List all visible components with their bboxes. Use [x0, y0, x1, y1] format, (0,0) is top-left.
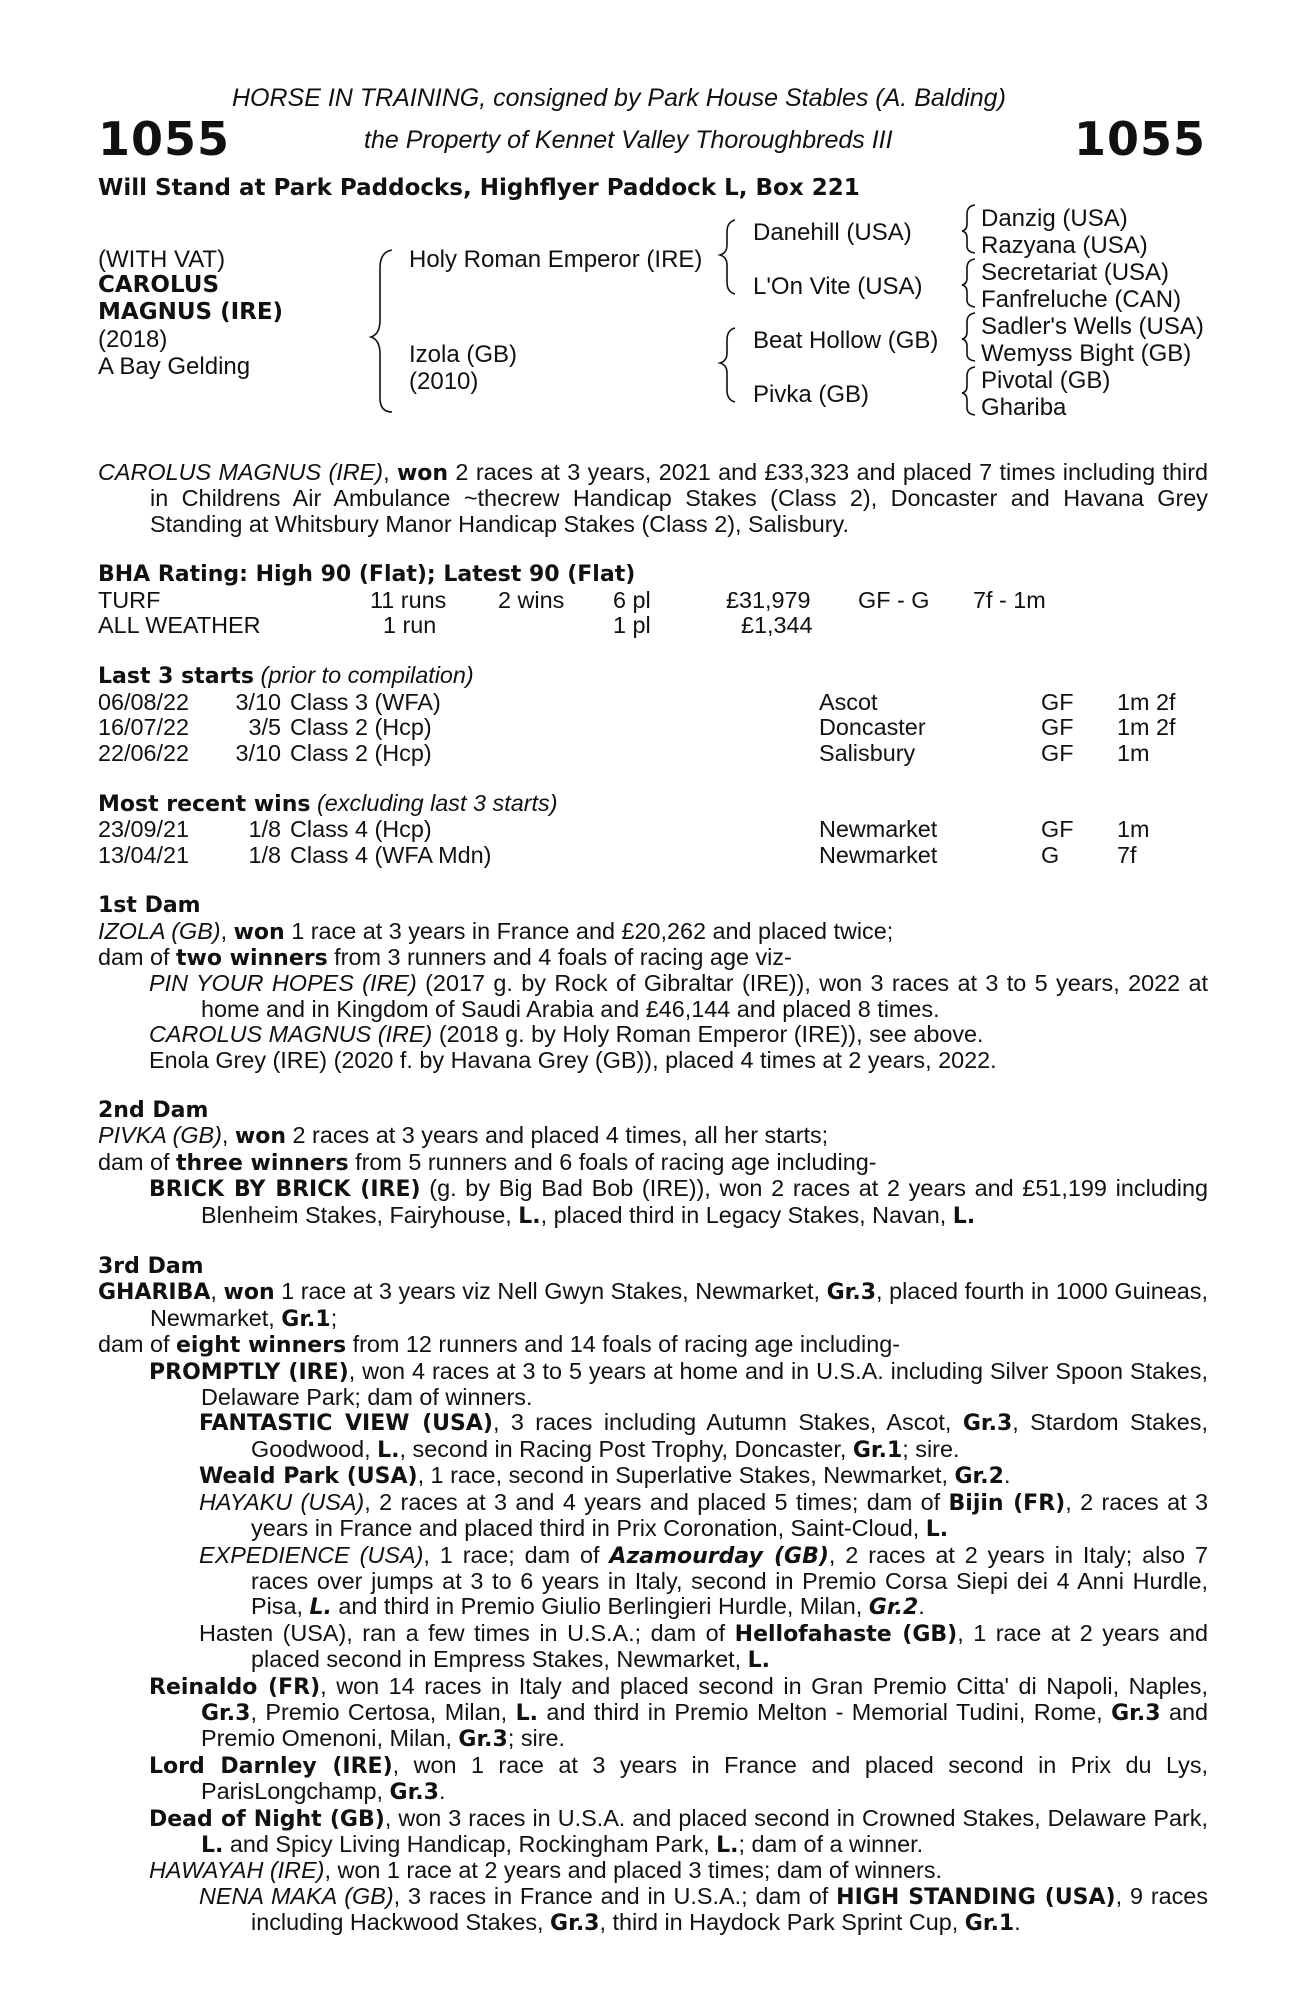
text-run: two winners	[176, 945, 328, 971]
summary-text: 2 races at 3 years, 2021 and £33,323 and placed 7 times including third in Childrens Air Ambulance ~thecrew Handicap Stakes (Class 2), Doncaster and Havana Grey Standing at Whitsbury Manor Handicap Stakes (Class 2), Salisbury.	[150, 459, 1208, 537]
text-run: ; dam of a winner.	[738, 1830, 924, 1857]
rating-row-turf	[98, 588, 1208, 613]
text-run: won	[223, 1280, 275, 1306]
win-row	[98, 843, 1208, 868]
text-run: and third in Premio Giulio Berlingieri Hurdle, Milan,	[331, 1593, 869, 1620]
text-run: L.	[309, 1595, 332, 1621]
start-race-class: Class 2 (Hcp)	[290, 714, 432, 741]
text-run: Enola Grey (IRE) (2020 f. by Havana Grey (GB)), placed 4 times at 2 years, 2022.	[149, 1046, 997, 1073]
text-run: 1 race at 3 years in France and £20,262 and placed twice;	[284, 917, 894, 944]
second-dam-heading: 2nd Dam	[98, 1098, 209, 1124]
text-run: L.	[952, 1203, 976, 1229]
text-run: Gr.3	[1111, 1700, 1161, 1726]
text-run: Gr.2	[868, 1595, 919, 1621]
text-run: , placed fourth in 1000 Guineas, Newmarket,	[150, 1278, 1208, 1331]
catalogue-body	[98, 460, 1208, 1937]
text-run: HAYAKU (USA)	[199, 1488, 365, 1515]
text-run: , third in Haydock Park Sprint Cup,	[599, 1909, 965, 1936]
produce-entry	[98, 1621, 1208, 1674]
pedigree-dsd: Wemyss Bight (GB)	[981, 340, 1192, 367]
text-run: , won 1 race at 3 years in France and placed second in Prix du Lys, ParisLongchamp,	[201, 1751, 1209, 1805]
text-run: Gr.1	[964, 1911, 1015, 1937]
text-run: , second in Racing Post Trophy, Doncaster,	[399, 1435, 853, 1462]
stand-location: Will Stand at Park Paddocks, Highflyer Paddock L, Box 221	[98, 175, 860, 201]
pedigree-ssd: Razyana (USA)	[981, 232, 1148, 259]
win-going: G	[1041, 841, 1060, 868]
text-run: L.	[515, 1700, 538, 1726]
text-run: .	[918, 1593, 925, 1620]
text-run: won	[234, 1124, 287, 1150]
start-going: GF	[1041, 714, 1074, 741]
win-date: 23/09/21	[98, 816, 190, 843]
text-run: and Premio Omenoni, Milan,	[201, 1698, 1208, 1752]
text-run: BRICK BY BRICK (IRE)	[149, 1177, 421, 1203]
property-line: the Property of Kennet Valley Thoroughbreds III	[364, 126, 893, 154]
start-row	[98, 690, 1208, 715]
win-row	[98, 817, 1208, 842]
win-position: 1/8	[248, 841, 281, 868]
pedigree-sss: Danzig (USA)	[981, 205, 1128, 232]
text-run: , 2 races at 2 years in Italy; also 7 races over jumps at 3 to 6 years in Italy, second in Premio Corsa Siepi dei 4 Anni Hurdle, Pisa,	[251, 1541, 1208, 1620]
text-run: Azamourday (GB)	[609, 1543, 829, 1569]
text-run: , 2 races at 3 years in France and placed third in Prix Coronation, Saint-Cloud,	[251, 1488, 1208, 1542]
horse-description: A Bay Gelding	[98, 353, 251, 380]
text-run: PROMPTLY (IRE)	[149, 1359, 349, 1385]
race-summary: CAROLUS MAGNUS (IRE), won 2 races at 3 years, 2021 and £33,323 and placed 7 times including third in Childrens Air Ambulance ~thecrew Handicap Stakes (Class 2), Doncaster and Havana Grey Standing at Whitsbury Manor Handicap Stakes (Class 2), Salisbury.	[98, 459, 1208, 537]
produce-entry	[98, 1490, 1208, 1543]
pedigree-ddd: Ghariba	[981, 394, 1067, 421]
produce-entry	[98, 1048, 1208, 1073]
text-run: Hellofahaste (GB)	[734, 1621, 958, 1647]
text-run: ,	[210, 1278, 224, 1305]
text-run: L.	[747, 1648, 771, 1674]
text-run: Gr.3	[826, 1280, 877, 1306]
pedigree-dds: Pivotal (GB)	[981, 367, 1111, 394]
rating-runs: 11 runs	[370, 586, 447, 613]
start-race-class: Class 2 (Hcp)	[290, 739, 432, 766]
rating-placed: 1 pl	[613, 612, 651, 639]
vat-note: (WITH VAT)	[98, 246, 226, 273]
text-run: three winners	[176, 1150, 349, 1176]
produce-entry	[98, 1753, 1208, 1806]
text-run: .	[1014, 1909, 1021, 1936]
start-date: 06/08/22	[98, 688, 190, 715]
pedigree-sire: Holy Roman Emperor (IRE)	[409, 246, 703, 273]
text-run: .	[438, 1778, 446, 1805]
rating-surface: TURF	[98, 586, 161, 613]
second-dam-record	[98, 1123, 1208, 1149]
start-row	[98, 715, 1208, 740]
text-run: , won 14 races in Italy and placed second in Gran Premio Citta' di Napoli, Naples,	[320, 1672, 1208, 1699]
text-run: ,	[220, 917, 234, 944]
text-run: 2 races at 3 years and placed 4 times, all her starts;	[286, 1122, 829, 1149]
text-run: L.	[201, 1832, 224, 1858]
text-run: Dead of Night (GB)	[149, 1806, 385, 1832]
produce-entry	[98, 1858, 1208, 1883]
last-3-starts-heading: Last 3 starts (prior to compilation)	[98, 662, 474, 690]
start-position: 3/10	[235, 688, 281, 715]
text-run: ; sire.	[507, 1725, 566, 1752]
win-race-class: Class 4 (WFA Mdn)	[290, 841, 492, 868]
text-run: Gr.1	[281, 1306, 331, 1332]
pedigree-sds: Secretariat (USA)	[981, 259, 1170, 286]
horse-name-line2: MAGNUS (IRE)	[98, 299, 284, 325]
text-run: Weald Park (USA)	[199, 1464, 418, 1490]
first-dam-produce-summary	[98, 945, 1208, 971]
pedigree-dss: Sadler's Wells (USA)	[981, 313, 1204, 340]
produce-entry	[98, 1884, 1208, 1937]
start-distance: 1m 2f	[1117, 714, 1176, 741]
start-going: GF	[1041, 688, 1074, 715]
text-run: from 3 runners and 4 foals of racing age viz-	[327, 943, 792, 970]
produce-entry	[98, 971, 1208, 1022]
win-distance: 1m	[1117, 816, 1150, 843]
text-run: Reinaldo (FR)	[149, 1674, 321, 1700]
text-run: Gr.3	[550, 1911, 600, 1937]
text-run: Hasten (USA), ran a few times in U.S.A.; dam of	[199, 1619, 735, 1646]
bha-rating-heading: BHA Rating: High 90 (Flat); Latest 90 (Flat)	[98, 562, 636, 588]
lot-number-left: 1055	[98, 112, 231, 166]
text-run: Gr.3	[962, 1411, 1013, 1437]
text-run: , won 1 race at 2 years and placed 3 times; dam of winners.	[324, 1857, 943, 1884]
start-row	[98, 741, 1208, 766]
text-run: PIN YOUR HOPES (IRE)	[149, 970, 417, 997]
start-going: GF	[1041, 739, 1074, 766]
text-run: (2017 g. by Rock of Gibraltar (IRE)), won 3 races at 3 to 5 years, 2022 at home and in Kingdom of Saudi Arabia and £46,144 and placed 8 times.	[201, 970, 1209, 1022]
pedigree-dam-sire: Beat Hollow (GB)	[753, 327, 939, 354]
text-run: HAWAYAH (IRE)	[149, 1857, 325, 1884]
text-run: and Spicy Living Handicap, Rockingham Park,	[223, 1830, 717, 1857]
text-run: from 12 runners and 14 foals of racing age including-	[346, 1331, 901, 1358]
text-run: EXPEDIENCE (USA)	[199, 1541, 424, 1568]
rating-distance: 7f - 1m	[973, 586, 1046, 613]
pedigree-dam-dam: Pivka (GB)	[753, 381, 870, 408]
start-distance: 1m	[1117, 739, 1150, 766]
rating-wins: 2 wins	[498, 586, 565, 613]
first-dam-heading: 1st Dam	[98, 893, 201, 919]
win-distance: 7f	[1117, 841, 1137, 868]
text-run: (g. by Big Bad Bob (IRE)), won 2 races at 2 years and £51,199 including Blenheim Stakes, Fairyhouse,	[201, 1175, 1208, 1228]
text-run: L.	[377, 1437, 400, 1463]
win-course: Newmarket	[819, 841, 938, 868]
produce-entry	[98, 1022, 1208, 1047]
pedigree-sire-dam: L'On Vite (USA)	[753, 273, 923, 300]
consignor-line: HORSE IN TRAINING, consigned by Park House Stables (A. Balding)	[232, 84, 1006, 112]
rating-surface: ALL WEATHER	[98, 612, 261, 639]
text-run: won	[233, 919, 285, 945]
text-run: Bijin (FR)	[948, 1490, 1066, 1516]
text-run: IZOLA (GB)	[98, 917, 221, 944]
text-run: 1 race at 3 years viz Nell Gwyn Stakes, Newmarket,	[274, 1278, 827, 1305]
text-run: eight winners	[176, 1333, 347, 1359]
text-run: , Stardom Stakes, Goodwood,	[251, 1409, 1208, 1462]
text-run: ; sire.	[902, 1435, 960, 1462]
text-run: Gr.3	[389, 1780, 439, 1806]
rating-going: GF - G	[858, 586, 930, 613]
text-run: Gr.2	[954, 1464, 1004, 1490]
text-run: .	[1003, 1462, 1011, 1489]
text-run: Gr.1	[852, 1437, 903, 1463]
text-run: NENA MAKA (GB)	[199, 1882, 394, 1909]
text-run: Gr.3	[458, 1727, 508, 1753]
text-run: HIGH STANDING (USA)	[836, 1884, 1116, 1910]
start-distance: 1m 2f	[1117, 688, 1176, 715]
produce-entry	[98, 1806, 1208, 1859]
produce-entry	[98, 1674, 1208, 1753]
third-dam-record	[98, 1279, 1208, 1332]
text-run: dam of	[98, 943, 177, 970]
start-course: Salisbury	[819, 739, 916, 766]
text-run: (2018 g. by Holy Roman Emperor (IRE)), see above.	[432, 1021, 984, 1048]
text-run: , Premio Certosa, Milan,	[250, 1698, 516, 1725]
pedigree-sdd: Fanfreluche (CAN)	[981, 286, 1182, 313]
text-run: GHARIBA	[98, 1280, 211, 1306]
summary-horse-name: CAROLUS MAGNUS (IRE)	[98, 459, 384, 485]
text-run: , 9 races including Hackwood Stakes,	[251, 1882, 1209, 1936]
start-course: Ascot	[819, 688, 878, 715]
win-going: GF	[1041, 816, 1074, 843]
win-race-class: Class 4 (Hcp)	[290, 816, 432, 843]
pedigree-dam-year: (2010)	[409, 368, 479, 395]
rating-prize-money: £31,979	[726, 586, 811, 613]
text-run: FANTASTIC VIEW (USA)	[199, 1411, 493, 1437]
horse-name-line1: CAROLUS	[98, 272, 220, 298]
text-run: , 3 races in France and in U.S.A.; dam of	[393, 1882, 837, 1909]
produce-entry	[98, 1463, 1208, 1489]
start-date: 16/07/22	[98, 714, 190, 741]
text-run: and third in Premio Melton - Memorial Tudini, Rome,	[537, 1698, 1112, 1725]
text-run: L.	[925, 1517, 949, 1543]
text-run: , 3 races including Autumn Stakes, Ascot,	[492, 1409, 963, 1436]
text-run: , won 3 races in U.S.A. and placed second in Crowned Stakes, Delaware Park,	[384, 1804, 1208, 1831]
produce-entry	[98, 1543, 1208, 1621]
horse-year: (2018)	[98, 326, 168, 353]
win-course: Newmarket	[819, 816, 938, 843]
third-dam-produce-summary	[98, 1332, 1208, 1358]
text-run: L.	[716, 1832, 739, 1858]
text-run: , 1 race, second in Superlative Stakes, Newmarket,	[417, 1462, 955, 1489]
text-run: PIVKA (GB)	[98, 1122, 222, 1149]
summary-won: won	[396, 461, 449, 486]
text-run: ,	[221, 1122, 235, 1149]
rating-runs: 1 run	[383, 612, 437, 639]
start-date: 22/06/22	[98, 739, 190, 766]
start-race-class: Class 3 (WFA)	[290, 688, 441, 715]
recent-wins-heading: Most recent wins (excluding last 3 starts)	[98, 789, 558, 817]
text-run: dam of	[98, 1148, 177, 1175]
text-run: , 1 race; dam of	[423, 1541, 610, 1568]
text-run: ;	[330, 1304, 338, 1331]
text-run: Lord Darnley (IRE)	[149, 1753, 393, 1779]
produce-entry	[98, 1176, 1208, 1229]
rating-placed: 6 pl	[613, 586, 651, 613]
text-run: from 5 runners and 6 foals of racing age including-	[348, 1148, 877, 1175]
pedigree-sire-sire: Danehill (USA)	[753, 219, 912, 246]
rating-prize-money: £1,344	[741, 612, 813, 639]
text-run: , placed third in Legacy Stakes, Navan,	[540, 1201, 953, 1228]
win-position: 1/8	[248, 816, 281, 843]
produce-entry	[98, 1359, 1208, 1411]
text-run: , 1 race at 2 years and placed second in Empress Stakes, Newmarket,	[251, 1619, 1208, 1673]
second-dam-produce-summary	[98, 1150, 1208, 1176]
text-run: dam of	[98, 1331, 177, 1358]
third-dam-heading: 3rd Dam	[98, 1254, 204, 1280]
first-dam-record	[98, 919, 1208, 945]
rating-row-all-weather	[98, 613, 1208, 638]
start-course: Doncaster	[819, 714, 926, 741]
text-run: , won 4 races at 3 to 5 years at home and in U.S.A. including Silver Spoon Stakes, Delaware Park; dam of winners.	[201, 1357, 1208, 1411]
produce-entry	[98, 1410, 1208, 1463]
text-run: , 2 races at 3 and 4 years and placed 5 times; dam of	[364, 1488, 949, 1515]
lot-number-right: 1055	[1073, 112, 1206, 166]
win-date: 13/04/21	[98, 841, 190, 868]
text-run: L.	[518, 1203, 541, 1229]
start-position: 3/10	[235, 739, 281, 766]
text-run: Gr.3	[201, 1700, 251, 1726]
start-position: 3/5	[248, 714, 281, 741]
pedigree-dam: Izola (GB)	[409, 341, 518, 368]
text-run: CAROLUS MAGNUS (IRE)	[149, 1021, 433, 1048]
